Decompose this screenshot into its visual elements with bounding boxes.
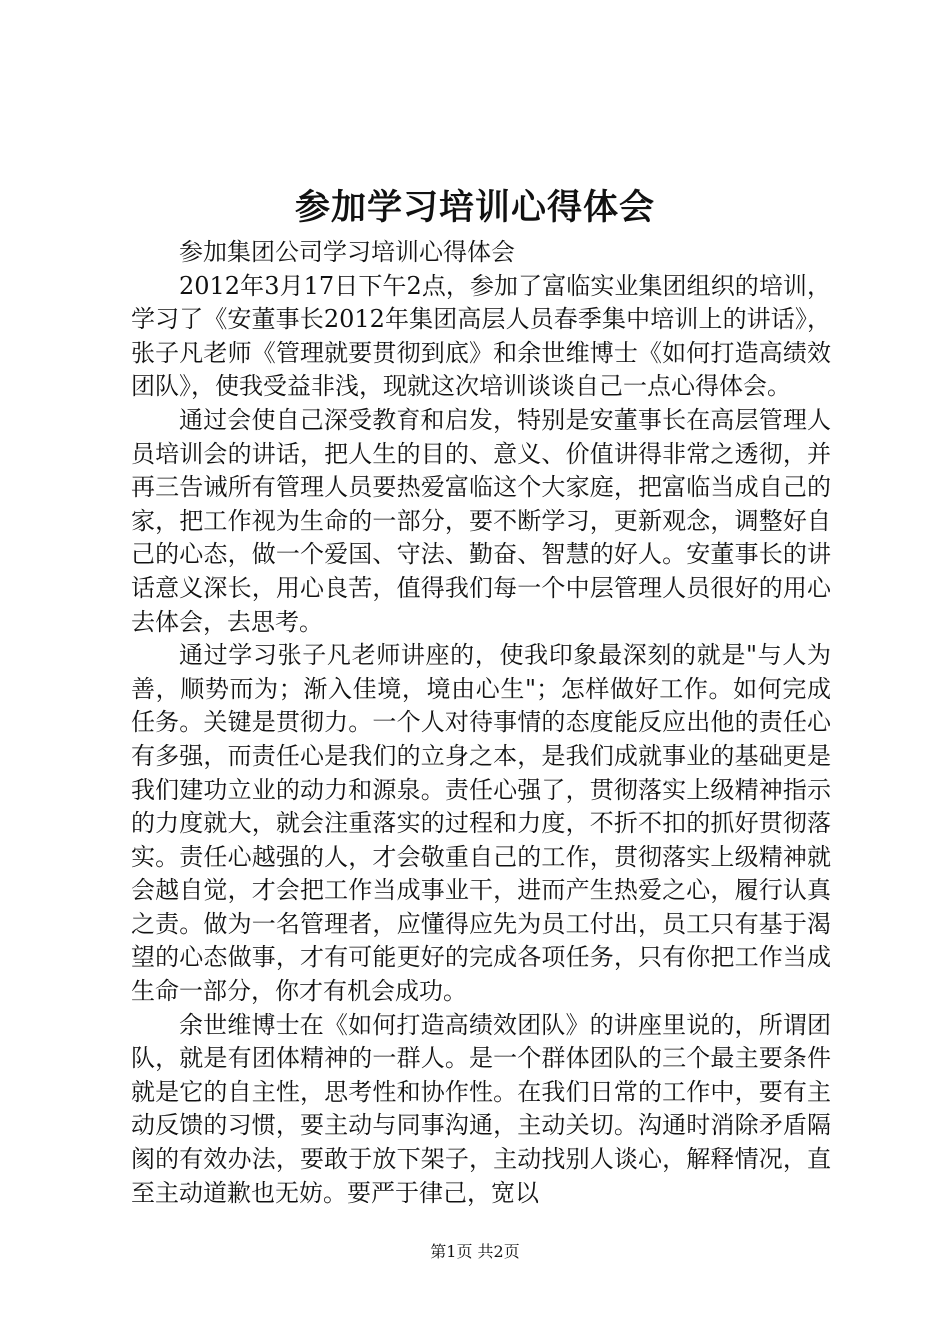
paragraph-yu-lecture: 余世维博士在《如何打造高绩效团队》的讲座里说的，所谓团队，就是有团体精神的一群人。是一个群体团队的三个最主要条件就是它的自主性，思考性和协作性。在我们日常的工作中，要有主动反馈的习惯，要主动与同事沟通，主动关切。沟通时消除矛盾隔阂的有效办法，要敢于放下架子，主动找别人谈心，解释情况，直至主动道歉也无妨。要严于律己，宽以 <box>131 1010 831 1207</box>
document-title: 参加学习培训心得体会 <box>294 188 655 228</box>
paragraph-zhang-lecture: 通过学习张子凡老师讲座的，使我印象最深刻的就是"与人为善，顺势而为；渐入佳境，境由心生"；怎样做好工作。如何完成任务。关键是贯彻力。一个人对待事情的态度能反应出他的责任心有多强，而责任心是我们的立身之本，是我们成就事业的基础更是我们建功立业的动力和源泉。责任心强了，贯彻落实上级精神指示的力度就大，就会注重落实的过程和力度，不折不扣的抓好贯彻落实。责任心越强的人，才会敬重自己的工作，贯彻落实上级精神就会越自觉，才会把工作当成事业干，进而产生热爱之心，履行认真之责。做为一名管理者，应懂得应先为员工付出，员工只有基于渴望的心态做事，才有可能更好的完成各项任务，只有你把工作当成生命一部分，你才有机会成功。 <box>131 641 831 1006</box>
paragraph-intro: 2012年3月17日下午2点，参加了富临实业集团组织的培训，学习了《安董事长2012年集团高层人员春季集中培训上的讲话》，张子凡老师《管理就要贯彻到底》和余世维博士《如何打造高绩效团队》，使我受益非浅，现就这次培训谈谈自己一点心得体会。 <box>131 271 831 401</box>
page-footer: 第1页 共2页 <box>430 1242 520 1261</box>
document-body <box>131 236 831 1210</box>
paragraph-subtitle: 参加集团公司学习培训心得体会 <box>179 238 515 266</box>
paragraph-chairman-speech: 通过会使自己深受教育和启发，特别是安董事长在高层管理人员培训会的讲话，把人生的目的、意义、价值讲得非常之透彻，并再三告诫所有管理人员要热爱富临这个大家庭，把富临当成自己的家，把工作视为生命的一部分，要不断学习，更新观念，调整好自己的心态，做一个爱国、守法、勤奋、智慧的好人。安董事长的讲话意义深长，用心良苦，值得我们每一个中层管理人员很好的用心去体会，去思考。 <box>131 405 831 636</box>
